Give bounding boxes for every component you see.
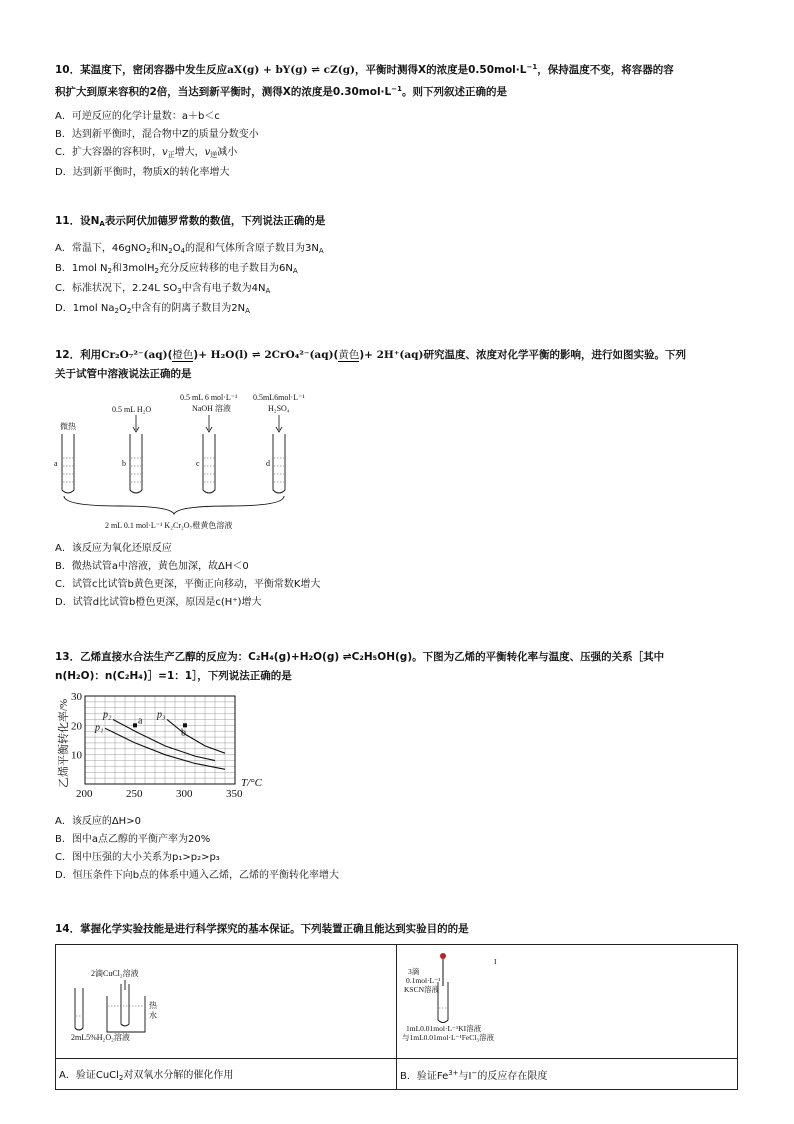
- q13-stem: [55, 648, 745, 686]
- q14b-label-4: 1mL0.01mol·L⁻¹KI溶液: [406, 1024, 482, 1033]
- q14b-label-2: 0.1mol·L⁻¹: [406, 976, 441, 985]
- q12-tube-label-a: a: [54, 459, 58, 468]
- q12-tube-b: [130, 434, 142, 493]
- series-line-p3: [167, 719, 225, 753]
- q14b-cap-4: 的反应存在限度: [477, 1070, 548, 1082]
- q12-option-c: C．试管c比试管b黄色更深，平衡正向移动，平衡常数K增大: [55, 579, 321, 590]
- q11b-3: 2: [154, 267, 159, 275]
- q11d-4: 中含有的阴离子数目为2N: [131, 303, 246, 314]
- q11-option-c: [55, 280, 745, 300]
- q10-stem-d: 积扩大到原来容积的2倍，当达到新平衡时，测得X的浓度是0.30mol·L: [55, 86, 392, 98]
- q11b-0: B．1mol N: [55, 263, 108, 274]
- q11d-5: A: [245, 307, 250, 315]
- q11-stem-a: 11．设N: [55, 215, 100, 227]
- q14b-tube: [438, 982, 448, 1023]
- q14a-bottom-label: 2mL5%H₂O₂溶液: [71, 1033, 130, 1042]
- q14a-cap-1: 2: [118, 1074, 124, 1082]
- q10-unit-exp-2: −1: [391, 85, 402, 93]
- q11d-3: 2: [126, 307, 132, 315]
- q14-stem: 14．掌握化学实验技能是进行科学探究的基本保证。下列装置正确且能达到实验目的的是: [55, 923, 469, 935]
- q14-cell-a-figure: [56, 945, 397, 1059]
- q12-stem-a: 12．利用: [55, 349, 102, 361]
- q10-stem-b: ，平衡时测得X的浓度是0.50mol·L: [355, 64, 527, 76]
- question-13: [55, 648, 745, 686]
- question-11: [55, 212, 745, 320]
- q10-optc-v2: v: [204, 147, 211, 158]
- q10-option-c: [55, 144, 745, 164]
- q12-option-a: A．该反应为氧化还原反应: [55, 543, 172, 554]
- q11b-5: A: [292, 267, 298, 275]
- q14b-cap-0: B．验证Fe: [400, 1070, 449, 1082]
- q10-stem: [55, 58, 745, 102]
- question-10: [55, 58, 745, 182]
- q11-option-d: [55, 300, 745, 320]
- point-label-a: a: [138, 715, 143, 727]
- q10-unit-exp-1: −1: [526, 63, 538, 71]
- q14a-cap-0: A．验证CuCl: [59, 1070, 119, 1081]
- q14b-cap-1: 3+: [448, 1068, 459, 1077]
- q14b-mark: I: [494, 957, 497, 966]
- q10-optc-e: 减小: [217, 147, 238, 158]
- q11c-1: 3: [177, 287, 182, 295]
- q13-stem-a: 13．乙烯直接水合法生产乙醇的反应为：C₂H₄(g)+H₂O(g) ⇌C₂H₅OH(g)。下图为乙烯的平衡转化率与温度、压强的关系［其中: [55, 651, 665, 663]
- x-tick-label: 300: [176, 788, 193, 800]
- q11-stem-sub: A: [99, 220, 105, 228]
- q12-options: [55, 540, 745, 612]
- q14a-hot-2: 水: [149, 1011, 157, 1020]
- q14b-label-5: 与1mL0.01mol·L⁻¹FeCl₃溶液: [402, 1033, 494, 1042]
- q10-optc-s1: 正: [167, 151, 175, 159]
- q11-stem-b: 表示阿伏加德罗常数的数值，下列说法正确的是: [104, 215, 326, 227]
- q10-optc-s2: 逆: [210, 151, 218, 159]
- chart-xlabel: T/°C: [241, 777, 262, 789]
- q14b-dropper-bulb: [440, 953, 446, 959]
- q11a-5: 4: [180, 247, 186, 255]
- q14b-label-3: KSCN溶液: [404, 985, 440, 994]
- q10-option-b: B．达到新平衡时，混合物中Z的质量分数变小: [55, 129, 259, 140]
- q12-tube-d: [273, 434, 285, 493]
- q12-brace: [64, 496, 284, 514]
- q11a-3: 2: [168, 247, 173, 255]
- y-tick-label: 10: [71, 749, 82, 762]
- q14a-cap-2: 对双氧水分解的催化作用: [123, 1070, 234, 1081]
- q13-options: [55, 813, 745, 885]
- q11a-6: 的混和气体所含原子数目为3N: [185, 243, 319, 254]
- q11b-2: 和3molH: [112, 263, 155, 274]
- q13-option-d: D．恒压条件下向b点的体系中通入乙烯，乙烯的平衡转化率增大: [55, 870, 340, 881]
- q12-eq-2: + H₂O(l) ⇌ 2CrO₄²⁻(aq): [198, 349, 334, 361]
- q12-water-label: 0.5 mL H₂O: [112, 405, 152, 414]
- series-label-p2: p₂: [103, 709, 112, 721]
- q12-h2so4-label-1: 0.5mL6mol·L⁻¹: [253, 393, 305, 402]
- q11-option-b: [55, 260, 745, 280]
- point-a: [133, 723, 137, 727]
- q11-stem: [55, 212, 745, 234]
- q12-tube-label-c: c: [196, 459, 200, 468]
- q12-color-1: 橙色: [172, 349, 194, 361]
- q14a-top-label: 2滴CuCl₂溶液: [91, 969, 139, 978]
- q14-caption-a: [56, 1059, 397, 1090]
- q12-option-d: D．试管d比试管b橙色更深，原因是c(H⁺)增大: [55, 597, 262, 608]
- question-14: [55, 920, 745, 939]
- point-label-b: b: [181, 727, 186, 739]
- q12-caption: 2 mL 0.1 mol·L⁻¹ K₂Cr₂O₇橙黄色溶液: [105, 521, 233, 530]
- q11d-1: 2: [114, 307, 119, 315]
- q12-tube-c: [203, 434, 215, 493]
- q12-heat-label: 微热: [60, 422, 76, 431]
- q14b-cap-2: 与I: [458, 1070, 472, 1082]
- q14-cell-b-figure: [397, 945, 738, 1059]
- q14-caption-b: [397, 1059, 738, 1090]
- y-tick-label: 20: [71, 720, 82, 733]
- q12-tube-label-b: b: [122, 459, 126, 468]
- q12-eq-3: + 2H⁺(aq): [364, 349, 424, 361]
- q12-stem-b: 研究温度、浓度对化学平衡的影响，进行如图实验。下列: [423, 349, 686, 361]
- q13-option-b: B．图中a点乙醇的平衡产率为20%: [55, 834, 211, 845]
- q12-tube-figure: [50, 390, 350, 532]
- q11d-2: O: [118, 303, 127, 314]
- q14b-label-1: 3滴: [408, 967, 420, 976]
- y-tick-label: 30: [71, 691, 82, 703]
- q13-option-a: A．该反应的ΔH>0: [55, 816, 141, 827]
- q12-eq-1: Cr₂O₇²⁻(aq): [101, 349, 168, 361]
- q10-equation: aX(g) + bY(g) ⇌ cZ(g): [227, 64, 356, 76]
- q12-h2so4-label-2: H₂SO₄: [268, 404, 290, 413]
- q11c-3: A: [265, 287, 271, 295]
- q11a-7: A: [318, 247, 324, 255]
- q11a-4: O: [172, 243, 181, 254]
- q13-stem-b: n(H₂O)：n(C₂H₄)］=1：1］，下列说法正确的是: [55, 670, 292, 682]
- q11-option-a: [55, 240, 745, 260]
- q11a-1: 2: [146, 247, 151, 255]
- q10-stem-a: 10．某温度下，密闭容器中发生反应: [55, 64, 228, 76]
- q14-table: [55, 944, 738, 1090]
- q11a-2: 和N: [150, 243, 169, 254]
- series-label-p1: p₁: [95, 722, 104, 734]
- q10-option-a: A．可逆反应的化学计量数：a＋b＜c: [55, 111, 220, 122]
- series-label-p3: p₃: [157, 709, 166, 721]
- x-tick-label: 200: [76, 788, 93, 800]
- q11b-1: 2: [107, 267, 112, 275]
- q11c-0: C．标准状况下，2.24L SO: [55, 283, 178, 294]
- q12-tube-a: [62, 434, 74, 493]
- q10-stem-c: ，保持温度不变，将容器的容: [537, 64, 674, 76]
- q11b-4: 充分反应转移的电子数目为6N: [159, 263, 293, 274]
- q14b-cap-3: −: [471, 1068, 478, 1077]
- q12-stem-c: 关于试管中溶液说法正确的是: [55, 368, 192, 380]
- q10-optc-m: 增大，: [174, 147, 205, 158]
- q14b-apparatus: [398, 946, 698, 1054]
- q12-naoh-label-2: NaOH 溶液: [192, 404, 231, 413]
- chart-ylabel: 乙烯平衡转化率/%: [58, 698, 70, 788]
- q13-option-c: C．图中压强的大小关系为p₁>p₂>p₃: [55, 852, 220, 863]
- q10-stem-e: 。则下列叙述正确的是: [402, 86, 507, 98]
- q13-chart: [55, 690, 295, 808]
- question-12: [55, 346, 745, 384]
- q10-optc-a: C．扩大容器的容积时，: [55, 147, 162, 158]
- x-tick-label: 250: [126, 788, 143, 800]
- q12-option-b: B．微热试管a中溶液，黄色加深，故ΔH＜0: [55, 561, 249, 572]
- q12-tube-label-d: d: [266, 459, 270, 468]
- q12-naoh-label-1: 0.5 mL 6 mol·L⁻¹: [180, 393, 238, 402]
- q14a-tube-left: [75, 988, 83, 1030]
- q12-stem: 12．利用Cr₂O₇²⁻(aq)(橙色)+ H₂O(l) ⇌ 2CrO₄²⁻(aq)(黄色)+ 2H⁺(aq)研究温度、浓度对化学平衡的影响，进行如图实验。下列 关于试管中溶液说法正确的是: [55, 349, 686, 380]
- q10-optc-v1: v: [161, 147, 168, 158]
- x-tick-label: 350: [226, 788, 243, 800]
- q12-color-2: 黄色: [338, 349, 360, 361]
- q14a-apparatus: [57, 946, 257, 1054]
- q11c-2: 中含有电子数为4N: [181, 283, 266, 294]
- q14a-beaker: [107, 996, 145, 1032]
- q11d-0: D．1mol Na: [55, 303, 115, 314]
- q14a-tube-in-beaker: [121, 984, 129, 1026]
- q10-option-d: D．达到新平衡时，物质X的转化率增大: [55, 167, 230, 178]
- q14a-hot-1: 热: [149, 1001, 157, 1010]
- q11a-0: A．常温下，46gNO: [55, 243, 147, 254]
